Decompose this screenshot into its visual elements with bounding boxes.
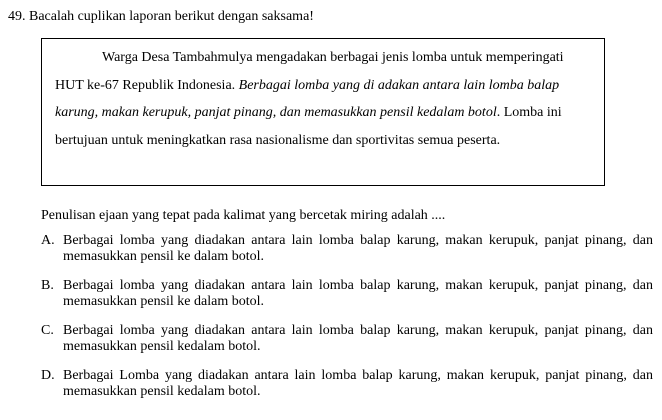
option-letter: D.	[41, 368, 55, 383]
passage-box	[41, 38, 605, 186]
passage-intro: Warga Desa Tambahmulya mengadakan berbagai jenis lomba untuk memperingati HUT ke-67 Republik Indonesia.	[55, 50, 564, 93]
option-text: Berbagai lomba yang diadakan antara lain lomba balap karung, makan kerupuk, panjat pinang, dan memasukkan pensil ke dalam botol.	[63, 233, 653, 264]
option-letter: B.	[41, 278, 54, 293]
passage-text	[55, 44, 590, 154]
passage-outro: . Lomba ini bertujuan untuk meningkatkan rasa nasionalisme dan sportivitas semua peserta.	[55, 105, 562, 148]
answer-options	[41, 233, 653, 413]
option-a[interactable]	[41, 233, 653, 265]
option-c[interactable]	[41, 323, 653, 355]
option-text: Berbagai lomba yang diadakan antara lain lomba balap karung, makan kerupuk, panjat pinang, dan memasukkan pensil ke dalam botol.	[63, 278, 653, 309]
option-text: Berbagai Lomba yang diadakan antara lain lomba balap karung, makan kerupuk, panjat pinang, dan memasukkan pensil kedalam botol.	[63, 368, 653, 399]
option-text: Berbagai lomba yang diadakan antara lain lomba balap karung, makan kerupuk, panjat pinang, dan memasukkan pensil kedalam botol.	[63, 323, 653, 354]
passage-italic-sentence: Berbagai lomba yang di adakan antara lain lomba balap karung, makan kerupuk, panjat pinang, dan memasukkan pensil kedalam botol	[55, 77, 560, 120]
question-header	[8, 9, 314, 25]
question-prompt: Penulisan ejaan yang tepat pada kalimat yang bercetak miring adalah ....	[41, 208, 446, 223]
option-letter: C.	[41, 323, 54, 338]
question-instruction: Bacalah cuplikan laporan berikut dengan saksama!	[29, 9, 314, 24]
option-letter: A.	[41, 233, 55, 248]
option-b[interactable]	[41, 278, 653, 310]
question-number: 49.	[8, 9, 26, 24]
option-d[interactable]	[41, 368, 653, 400]
